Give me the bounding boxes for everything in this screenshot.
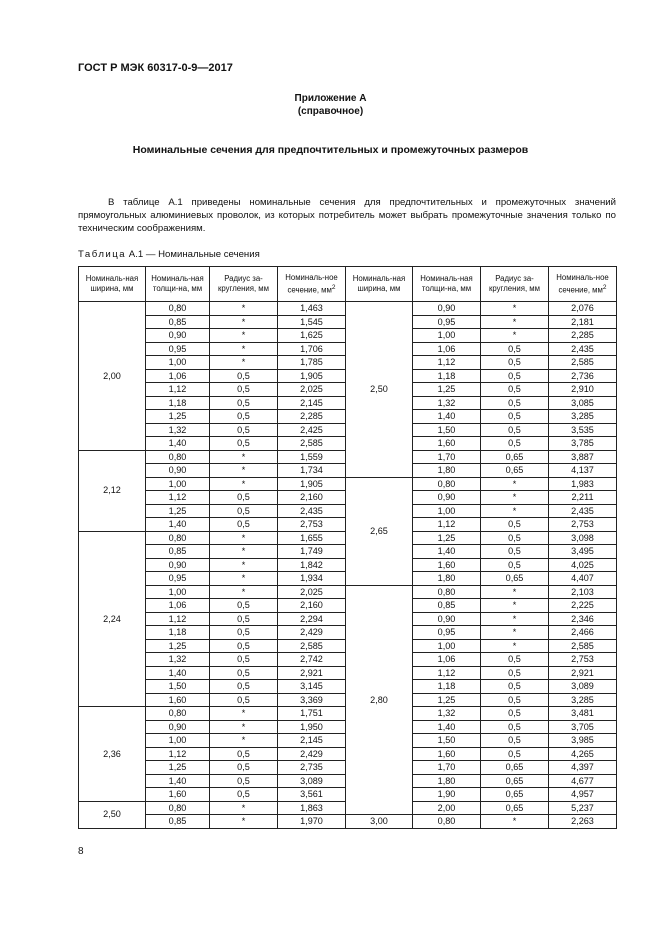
cell-radius: 0,5	[481, 356, 549, 370]
cell-thickness: 1,25	[146, 639, 210, 653]
cell-area: 4,957	[549, 788, 617, 802]
cell-thickness: 1,25	[413, 383, 481, 397]
cell-area: 1,545	[278, 315, 346, 329]
cell-thickness: 1,00	[413, 504, 481, 518]
cell-radius: *	[210, 315, 278, 329]
cell-radius: *	[210, 545, 278, 559]
cell-radius: 0,5	[481, 369, 549, 383]
cell-radius: 0,5	[210, 761, 278, 775]
cell-area: 2,145	[278, 734, 346, 748]
cell-width: 2,24	[79, 531, 146, 707]
cell-radius: *	[210, 815, 278, 829]
cell-thickness: 1,70	[413, 450, 481, 464]
cell-area: 1,785	[278, 356, 346, 370]
cell-area: 2,435	[278, 504, 346, 518]
cell-radius: 0,5	[210, 653, 278, 667]
cell-radius: 0,5	[210, 612, 278, 626]
cell-radius: 0,5	[210, 518, 278, 532]
cell-thickness: 1,12	[413, 518, 481, 532]
cell-area: 3,535	[549, 423, 617, 437]
cell-area: 4,677	[549, 774, 617, 788]
table-caption-text: А.1 — Номинальные сечения	[128, 249, 260, 260]
cell-radius: *	[481, 329, 549, 343]
cell-thickness: 0,80	[146, 450, 210, 464]
cell-radius: *	[210, 477, 278, 491]
cell-thickness: 1,40	[146, 437, 210, 451]
cell-radius: 0,65	[481, 450, 549, 464]
cell-area: 3,285	[549, 693, 617, 707]
header-width: Номиналь-ная ширина, мм	[79, 267, 146, 302]
cell-radius: *	[481, 585, 549, 599]
cell-radius: *	[210, 572, 278, 586]
cell-thickness: 0,95	[146, 342, 210, 356]
section-title: Номинальные сечения для предпочтительных и промежуточных размеров	[132, 144, 529, 156]
cell-radius: 0,5	[481, 410, 549, 424]
cell-area: 3,561	[278, 788, 346, 802]
appendix-subtitle: (справочное)	[297, 106, 364, 117]
cell-radius: 0,5	[481, 383, 549, 397]
cell-area: 1,749	[278, 545, 346, 559]
cell-thickness: 1,12	[146, 491, 210, 505]
header-area-label: Номиналь-ное сечение, мм	[285, 273, 338, 295]
header-radius: Радиус за-кругления, мм	[210, 267, 278, 302]
cell-area: 3,098	[549, 531, 617, 545]
cell-thickness: 2,00	[413, 801, 481, 815]
cell-radius: 0,65	[481, 801, 549, 815]
cell-area: 5,237	[549, 801, 617, 815]
cell-radius: 0,5	[481, 747, 549, 761]
cell-width: 2,65	[346, 477, 413, 585]
cell-radius: 0,65	[481, 774, 549, 788]
cell-area: 2,585	[549, 356, 617, 370]
header-area	[549, 267, 617, 302]
page-number: 8	[78, 846, 84, 857]
cell-area: 1,706	[278, 342, 346, 356]
cell-radius: 0,5	[481, 734, 549, 748]
cell-radius: 0,5	[210, 666, 278, 680]
cell-area: 2,753	[549, 518, 617, 532]
cell-thickness: 1,80	[413, 572, 481, 586]
cell-radius: *	[210, 450, 278, 464]
cell-thickness: 1,00	[413, 639, 481, 653]
cell-radius: *	[210, 734, 278, 748]
cell-area: 2,076	[549, 302, 617, 316]
cell-area: 3,785	[549, 437, 617, 451]
cell-area: 3,887	[549, 450, 617, 464]
cell-area: 3,145	[278, 680, 346, 694]
header-thickness: Номиналь-ная толщи-на, мм	[146, 267, 210, 302]
cell-area: 1,625	[278, 329, 346, 343]
cell-thickness: 1,32	[146, 423, 210, 437]
cell-area: 1,463	[278, 302, 346, 316]
table-row	[79, 302, 617, 316]
cell-area: 1,559	[278, 450, 346, 464]
cell-radius: 0,5	[481, 342, 549, 356]
cell-thickness: 1,12	[146, 383, 210, 397]
cell-radius: 0,5	[481, 680, 549, 694]
cell-thickness: 1,40	[413, 720, 481, 734]
cell-thickness: 1,80	[413, 774, 481, 788]
cell-thickness: 1,25	[146, 410, 210, 424]
cell-radius: 0,5	[210, 437, 278, 451]
cell-area: 2,585	[278, 639, 346, 653]
cell-area: 4,397	[549, 761, 617, 775]
cell-radius: 0,5	[210, 639, 278, 653]
cell-radius: 0,5	[210, 693, 278, 707]
cell-thickness: 0,90	[146, 558, 210, 572]
cell-area: 2,585	[549, 639, 617, 653]
cell-thickness: 0,85	[146, 815, 210, 829]
cell-area: 3,089	[549, 680, 617, 694]
cell-thickness: 1,12	[413, 356, 481, 370]
cell-area: 1,842	[278, 558, 346, 572]
cell-area: 2,429	[278, 626, 346, 640]
cell-radius: 0,5	[210, 599, 278, 613]
cell-thickness: 1,12	[146, 747, 210, 761]
cell-thickness: 1,25	[413, 531, 481, 545]
cell-area: 2,735	[278, 761, 346, 775]
cell-area: 2,753	[549, 653, 617, 667]
cell-thickness: 1,50	[146, 680, 210, 694]
cell-thickness: 0,95	[413, 315, 481, 329]
cell-radius: 0,5	[481, 545, 549, 559]
cell-area: 1,655	[278, 531, 346, 545]
cell-radius: *	[210, 801, 278, 815]
header-area-sup: 2	[331, 283, 336, 291]
cell-radius: 0,65	[481, 464, 549, 478]
cell-radius: 0,5	[481, 531, 549, 545]
cell-radius: 0,5	[481, 437, 549, 451]
cell-radius: *	[210, 720, 278, 734]
cell-radius: 0,5	[210, 504, 278, 518]
cell-thickness: 1,60	[413, 747, 481, 761]
cell-thickness: 1,32	[146, 653, 210, 667]
table-caption-label: Таблица	[78, 249, 127, 260]
cell-thickness: 1,60	[413, 437, 481, 451]
cell-area: 2,435	[549, 504, 617, 518]
cell-radius: *	[481, 639, 549, 653]
cell-thickness: 1,50	[413, 423, 481, 437]
cell-width: 2,00	[79, 302, 146, 451]
cell-thickness: 1,18	[413, 369, 481, 383]
cell-radius: *	[481, 477, 549, 491]
cell-thickness: 0,90	[413, 612, 481, 626]
cell-thickness: 1,12	[413, 666, 481, 680]
cell-radius: 0,5	[481, 653, 549, 667]
cell-area: 3,085	[549, 396, 617, 410]
cell-radius: 0,5	[210, 626, 278, 640]
cell-radius: 0,5	[481, 558, 549, 572]
cell-area: 2,753	[278, 518, 346, 532]
cell-thickness: 0,85	[413, 599, 481, 613]
cell-width: 3,00	[346, 815, 413, 829]
cell-radius: *	[210, 342, 278, 356]
cell-radius: 0,5	[210, 423, 278, 437]
standard-header: ГОСТ Р МЭК 60317-0-9—2017	[78, 62, 233, 74]
cell-area: 3,985	[549, 734, 617, 748]
cell-thickness: 1,06	[413, 653, 481, 667]
appendix-heading	[0, 92, 661, 118]
cell-area: 3,089	[278, 774, 346, 788]
cell-thickness: 1,50	[413, 734, 481, 748]
header-area-sup: 2	[602, 283, 607, 291]
cell-area: 2,585	[278, 437, 346, 451]
cell-area: 1,734	[278, 464, 346, 478]
cell-radius: *	[210, 464, 278, 478]
cell-radius: 0,65	[481, 572, 549, 586]
cell-thickness: 1,12	[146, 612, 210, 626]
header-thickness: Номиналь-ная толщи-на, мм	[413, 267, 481, 302]
cell-thickness: 1,00	[146, 734, 210, 748]
cell-thickness: 1,40	[146, 666, 210, 680]
cell-thickness: 1,60	[413, 558, 481, 572]
cell-area: 2,346	[549, 612, 617, 626]
cell-thickness: 1,60	[146, 788, 210, 802]
cell-thickness: 1,18	[146, 396, 210, 410]
cell-thickness: 1,25	[146, 504, 210, 518]
cell-area: 2,736	[549, 369, 617, 383]
appendix-title: Приложение А	[294, 93, 367, 104]
cell-radius: *	[210, 585, 278, 599]
cell-radius: 0,5	[210, 491, 278, 505]
cell-area: 1,970	[278, 815, 346, 829]
cell-thickness: 1,40	[413, 545, 481, 559]
cell-thickness: 1,00	[146, 477, 210, 491]
cell-area: 2,181	[549, 315, 617, 329]
cell-thickness: 0,90	[146, 329, 210, 343]
header-width: Номиналь-ная ширина, мм	[346, 267, 413, 302]
cell-area: 2,025	[278, 383, 346, 397]
cell-thickness: 1,32	[413, 396, 481, 410]
cell-thickness: 0,80	[146, 707, 210, 721]
cell-thickness: 0,95	[413, 626, 481, 640]
cell-thickness: 0,90	[146, 464, 210, 478]
cell-radius: *	[210, 329, 278, 343]
cell-radius: *	[210, 531, 278, 545]
cell-radius: 0,5	[210, 410, 278, 424]
cell-area: 2,211	[549, 491, 617, 505]
cell-area: 2,025	[278, 585, 346, 599]
cell-thickness: 0,90	[146, 720, 210, 734]
cell-area: 2,910	[549, 383, 617, 397]
cell-radius: *	[481, 599, 549, 613]
cell-radius: *	[481, 491, 549, 505]
cell-thickness: 1,60	[146, 693, 210, 707]
cell-radius: 0,5	[481, 720, 549, 734]
cell-thickness: 1,90	[413, 788, 481, 802]
cell-area: 2,145	[278, 396, 346, 410]
cell-area: 2,466	[549, 626, 617, 640]
cell-thickness: 0,80	[413, 815, 481, 829]
cell-radius: *	[481, 612, 549, 626]
cell-area: 2,294	[278, 612, 346, 626]
cell-radius: *	[210, 707, 278, 721]
cell-area: 1,863	[278, 801, 346, 815]
cell-thickness: 0,85	[146, 545, 210, 559]
cell-radius: 0,5	[481, 423, 549, 437]
cell-radius: 0,5	[481, 707, 549, 721]
cell-width: 2,50	[346, 302, 413, 478]
cell-area: 1,934	[278, 572, 346, 586]
nominal-sections-table	[78, 266, 617, 829]
cell-width: 2,36	[79, 707, 146, 802]
cell-thickness: 1,06	[146, 369, 210, 383]
cell-thickness: 1,06	[146, 599, 210, 613]
cell-thickness: 1,06	[413, 342, 481, 356]
cell-thickness: 0,95	[146, 572, 210, 586]
table-header-row	[79, 267, 617, 302]
cell-radius: 0,65	[481, 761, 549, 775]
cell-thickness: 1,00	[146, 356, 210, 370]
cell-thickness: 0,80	[146, 531, 210, 545]
cell-thickness: 0,80	[146, 302, 210, 316]
cell-radius: 0,5	[210, 369, 278, 383]
cell-radius: 0,5	[481, 518, 549, 532]
cell-thickness: 1,40	[146, 518, 210, 532]
cell-thickness: 0,80	[413, 585, 481, 599]
cell-width: 2,12	[79, 450, 146, 531]
header-area	[278, 267, 346, 302]
cell-area: 3,705	[549, 720, 617, 734]
cell-radius: 0,5	[481, 693, 549, 707]
cell-thickness: 1,40	[146, 774, 210, 788]
cell-radius: *	[210, 558, 278, 572]
cell-area: 2,921	[549, 666, 617, 680]
cell-thickness: 1,32	[413, 707, 481, 721]
table-row	[79, 585, 617, 599]
cell-area: 3,481	[549, 707, 617, 721]
cell-radius: 0,5	[210, 396, 278, 410]
cell-area: 3,369	[278, 693, 346, 707]
cell-thickness: 0,90	[413, 302, 481, 316]
cell-area: 2,742	[278, 653, 346, 667]
cell-width: 2,50	[79, 801, 146, 828]
cell-area: 4,137	[549, 464, 617, 478]
cell-thickness: 0,90	[413, 491, 481, 505]
table-row	[79, 477, 617, 491]
cell-thickness: 0,80	[413, 477, 481, 491]
cell-area: 2,435	[549, 342, 617, 356]
cell-thickness: 0,80	[146, 801, 210, 815]
cell-area: 1,905	[278, 369, 346, 383]
intro-paragraph: В таблице А.1 приведены номинальные сечения для предпочтительных и промежуточных значений прямоугольных алюминиевых проволок, из которых потребитель может выбрать промежуточные значения только по техническим соображениям.	[78, 197, 616, 235]
cell-thickness: 1,70	[413, 761, 481, 775]
cell-thickness: 1,00	[146, 585, 210, 599]
cell-width: 2,80	[346, 585, 413, 815]
cell-thickness: 1,25	[413, 693, 481, 707]
cell-radius: 0,5	[210, 383, 278, 397]
cell-radius: *	[481, 302, 549, 316]
cell-area: 2,263	[549, 815, 617, 829]
cell-area: 4,407	[549, 572, 617, 586]
cell-area: 4,265	[549, 747, 617, 761]
cell-radius: 0,65	[481, 788, 549, 802]
cell-thickness: 1,25	[146, 761, 210, 775]
cell-area: 3,285	[549, 410, 617, 424]
cell-thickness: 1,18	[413, 680, 481, 694]
cell-thickness: 1,40	[413, 410, 481, 424]
cell-thickness: 1,00	[413, 329, 481, 343]
cell-area: 1,905	[278, 477, 346, 491]
cell-radius: *	[481, 815, 549, 829]
cell-area: 1,983	[549, 477, 617, 491]
cell-radius: 0,5	[481, 666, 549, 680]
cell-radius: 0,5	[210, 680, 278, 694]
cell-area: 3,495	[549, 545, 617, 559]
cell-area: 2,160	[278, 599, 346, 613]
table-caption	[78, 249, 260, 260]
cell-radius: *	[481, 504, 549, 518]
cell-area: 4,025	[549, 558, 617, 572]
cell-radius: *	[481, 315, 549, 329]
cell-area: 2,225	[549, 599, 617, 613]
cell-radius: 0,5	[210, 774, 278, 788]
cell-area: 2,425	[278, 423, 346, 437]
cell-radius: 0,5	[210, 788, 278, 802]
header-radius: Радиус за-кругления, мм	[481, 267, 549, 302]
cell-radius: *	[210, 302, 278, 316]
cell-thickness: 1,18	[146, 626, 210, 640]
cell-thickness: 1,80	[413, 464, 481, 478]
cell-area: 2,429	[278, 747, 346, 761]
cell-area: 2,285	[549, 329, 617, 343]
header-area-label: Номиналь-ное сечение, мм	[556, 273, 609, 295]
cell-radius: 0,5	[481, 396, 549, 410]
cell-radius: *	[210, 356, 278, 370]
cell-area: 1,751	[278, 707, 346, 721]
cell-area: 2,921	[278, 666, 346, 680]
cell-radius: 0,5	[210, 747, 278, 761]
cell-thickness: 0,85	[146, 315, 210, 329]
cell-area: 2,285	[278, 410, 346, 424]
cell-area: 1,950	[278, 720, 346, 734]
cell-area: 2,160	[278, 491, 346, 505]
table-row	[79, 815, 617, 829]
cell-area: 2,103	[549, 585, 617, 599]
cell-radius: *	[481, 626, 549, 640]
